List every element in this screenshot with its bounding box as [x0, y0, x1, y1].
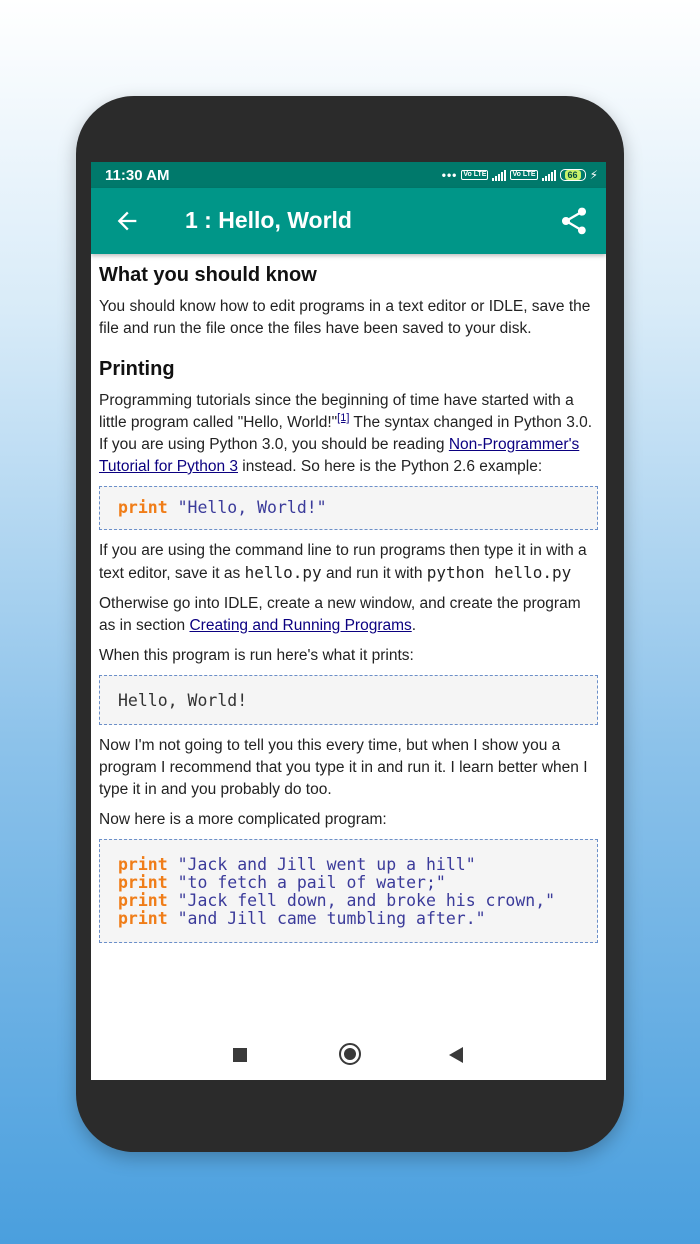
- share-icon[interactable]: [558, 205, 590, 237]
- section-heading-what-you-should-know: What you should know: [99, 264, 317, 286]
- code-block-hello: [99, 486, 598, 530]
- code-block-jack-jill: [99, 839, 598, 943]
- paragraph-command-line: [99, 540, 598, 585]
- paragraph-intro: [99, 390, 598, 478]
- output-block-hello: [99, 675, 598, 725]
- code-string: "to fetch a pail of water;": [177, 873, 446, 892]
- paragraph-intro-text-a: Programming tutorials since the beginning of time have started with a little program called "Hello, World!": [99, 392, 574, 431]
- paragraph-complicated-intro: Now here is a more complicated program:: [99, 811, 387, 828]
- paragraph-output-intro: When this program is run here's what it prints:: [99, 647, 414, 664]
- output-text: Hello, World!: [118, 691, 248, 710]
- code-keyword: print: [118, 855, 168, 874]
- volte-icon-2: Vo LTE: [512, 171, 536, 178]
- back-triangle-icon[interactable]: [449, 1047, 463, 1063]
- phone-screen: [91, 162, 606, 1080]
- battery-level: 66: [565, 170, 581, 180]
- recents-square-icon[interactable]: [233, 1048, 247, 1062]
- arrow-back-icon[interactable]: [113, 207, 141, 235]
- footnote-link[interactable]: [1]: [337, 411, 350, 424]
- app-bar: [91, 188, 606, 254]
- signal-icon-2: [542, 170, 556, 181]
- status-bar: [91, 162, 606, 188]
- inline-code-filename: hello.py: [244, 563, 322, 582]
- home-circle-icon[interactable]: [339, 1043, 361, 1065]
- paragraph-idle: [99, 593, 598, 637]
- paragraph-command-line-text-b: and run it with: [321, 565, 427, 582]
- paragraph-intro-text-c: instead. So here is the Python 2.6 example:: [238, 458, 543, 475]
- paragraph-intro-text-b: The syntax changed in Python 3.0. If you are using Python 3.0, you should be reading: [99, 414, 593, 453]
- system-nav-bar: [91, 1028, 606, 1080]
- volte-icon-1: Vo LTE: [463, 171, 487, 178]
- status-icons: [442, 168, 598, 182]
- code-keyword: print: [118, 909, 168, 928]
- page-title: 1 : Hello, World: [185, 207, 352, 233]
- paragraph-idle-text-a: Otherwise go into IDLE, create a new window, and create the program as in section: [99, 595, 581, 634]
- article-content: [91, 254, 606, 943]
- code-string: "Jack fell down, and broke his crown,": [177, 891, 556, 910]
- code-keyword: print: [118, 891, 168, 910]
- inline-code-command: python hello.py: [426, 563, 572, 582]
- battery-icon: [560, 169, 586, 181]
- code-keyword: print: [118, 498, 168, 517]
- section-heading-printing: Printing: [99, 358, 175, 380]
- code-string: "Jack and Jill went up a hill": [177, 855, 476, 874]
- charging-icon: ⚡: [589, 168, 598, 182]
- paragraph-idle-text-b: .: [411, 617, 417, 634]
- status-time: 11:30 AM: [105, 166, 170, 184]
- signal-icon-1: [492, 170, 506, 181]
- paragraph-command-line-text-a: If you are using the command line to run programs then type it in with a text editor, save it as: [99, 542, 587, 582]
- creating-running-programs-link[interactable]: Creating and Running Programs: [189, 617, 412, 634]
- python3-tutorial-link[interactable]: Non-Programmer's Tutorial for Python 3: [99, 436, 580, 475]
- code-keyword: print: [118, 873, 168, 892]
- code-string: "and Jill came tumbling after.": [177, 909, 486, 928]
- more-dots-icon: •••: [441, 168, 458, 182]
- paragraph-advice: Now I'm not going to tell you this every time, but when I show you a program I recommend that you type it in and run it. I learn better when I type it in and you probably do too.: [99, 737, 588, 798]
- code-string: "Hello, World!": [177, 498, 327, 517]
- paragraph-prerequisites: You should know how to edit programs in a text editor or IDLE, save the file and run the file once the files have been saved to your disk.: [99, 298, 591, 337]
